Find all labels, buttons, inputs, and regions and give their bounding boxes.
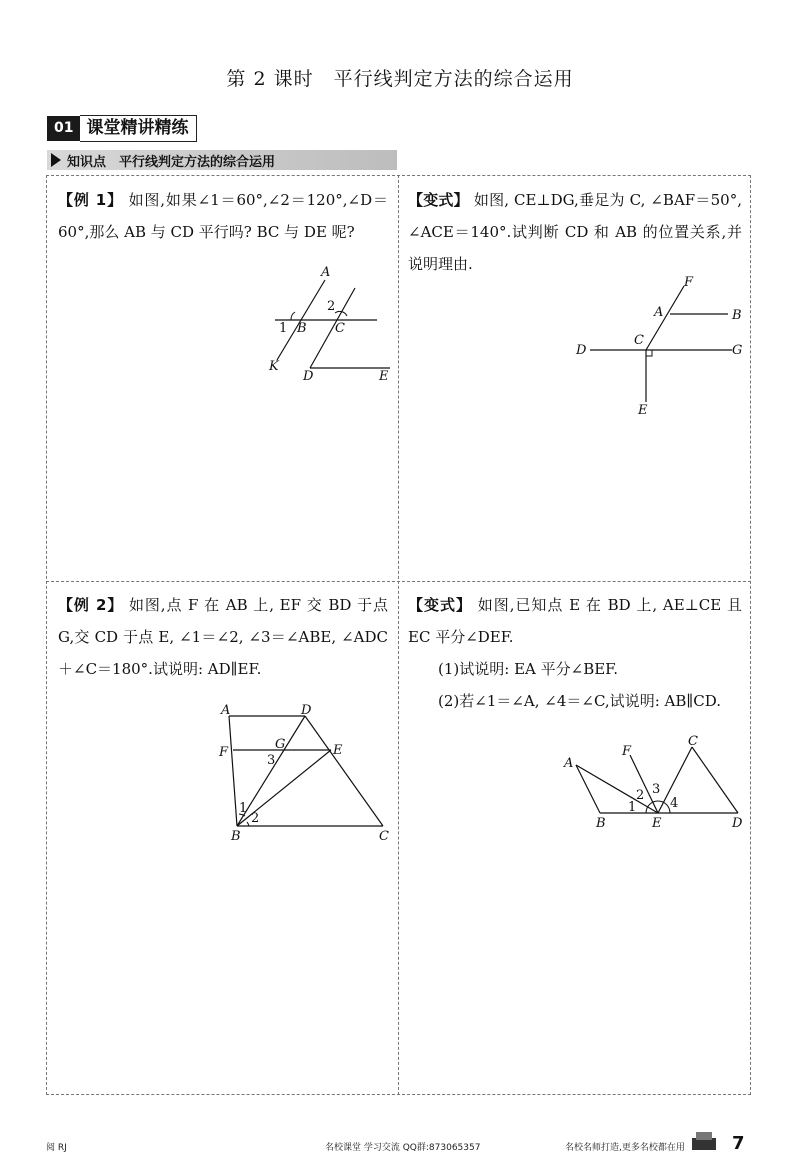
section-number: 01 (47, 116, 80, 141)
footer-right: 名校名师打造,更多名校都在用 (565, 1143, 685, 1153)
label-d: D (303, 369, 314, 384)
knowledge-point-bar (47, 150, 397, 170)
label-angle2: 2 (251, 811, 260, 826)
line-dc (305, 716, 383, 826)
label-f: F (219, 745, 229, 760)
label-b: B (596, 816, 606, 831)
label-b: B (732, 308, 742, 323)
label-f: F (684, 275, 694, 290)
label-c: C (335, 321, 345, 336)
example1-figure (255, 260, 395, 385)
variant1-tag: 【变式】 (408, 191, 469, 209)
label-c: C (634, 333, 644, 348)
label-angle2: 2 (636, 788, 645, 803)
section-label: 课堂精讲精练 (80, 115, 197, 142)
label-b: B (297, 321, 307, 336)
label-c: C (688, 735, 698, 749)
label-angle3: 3 (267, 753, 276, 768)
label-e: E (379, 369, 389, 384)
example1-body: 如图,如果∠1＝60°,∠2＝120°,∠D＝60°,那么 AB 与 CD 平行吗? BC 与 DE 呢? (58, 191, 388, 241)
label-b: B (231, 829, 241, 844)
example2-body: 如图,点 F 在 AB 上, EF 交 BD 于点 G,交 CD 于点 E, ∠1＝∠2, ∠3＝∠ABE, ∠ADC＋∠C＝180°.试说明: AD∥EF. (58, 596, 388, 678)
label-f: F (622, 744, 632, 759)
variant2-body: 如图,已知点 E 在 BD 上, AE⊥CE 且 EC 平分∠DEF. (408, 596, 742, 646)
angle-arcs (646, 801, 670, 813)
example2-text (58, 589, 388, 685)
label-k: K (269, 359, 279, 374)
angle1-arc (291, 312, 295, 320)
label-angle1: 1 (279, 321, 288, 336)
label-angle2: 2 (327, 299, 336, 314)
label-g: G (732, 343, 743, 358)
line-cd (692, 747, 738, 813)
grid-divider-vertical (398, 175, 399, 1095)
label-d: D (576, 343, 587, 358)
label-g: G (275, 737, 286, 752)
variant1-figure (572, 272, 752, 422)
page-number: 7 (732, 1133, 745, 1154)
footer-left: 阅 RJ (46, 1143, 67, 1153)
label-e: E (333, 743, 343, 758)
label-c: C (379, 829, 389, 844)
book-logo-icon (690, 1130, 718, 1152)
example2-tag: 【例 2】 (58, 596, 124, 614)
variant2-q1: (1)试说明: EA 平分∠BEF. (438, 660, 619, 678)
variant2-text (408, 589, 742, 717)
label-a: A (564, 756, 574, 771)
label-angle1: 1 (239, 801, 248, 816)
knowledge-point-label: 知识点 平行线判定方法的综合运用 (67, 154, 276, 170)
label-angle3: 3 (652, 782, 661, 797)
variant2-tag: 【变式】 (408, 596, 472, 614)
label-a: A (654, 305, 664, 320)
label-d: D (732, 816, 743, 831)
play-triangle-icon (51, 153, 61, 167)
label-angle4: 4 (670, 796, 679, 811)
label-angle1: 1 (628, 800, 637, 815)
label-d: D (301, 703, 312, 718)
label-a: A (221, 703, 231, 718)
page-title: 第 2 课时 平行线判定方法的综合运用 (226, 68, 574, 90)
line-fc (646, 286, 684, 350)
label-e: E (638, 403, 648, 418)
example1-tag: 【例 1】 (58, 191, 123, 209)
line-ab (229, 716, 237, 826)
footer-center: 名校课堂 学习交流 QQ群:873065357 (325, 1143, 481, 1153)
variant2-q2: (2)若∠1＝∠A, ∠4＝∠C,试说明: AB∥CD. (438, 692, 722, 710)
variant1-text (408, 184, 742, 280)
label-e: E (652, 816, 662, 831)
right-angle-mark (646, 350, 652, 356)
variant1-body: 如图, CE⊥DG,垂足为 C, ∠BAF＝50°, ∠ACE＝140°.试判断 CD 和 AB 的位置关系,并说明理由. (408, 191, 742, 273)
label-a: A (321, 265, 331, 280)
grid-divider-horizontal (46, 581, 751, 582)
example1-text (58, 184, 388, 248)
example2-figure (215, 700, 400, 845)
variant2-figure (560, 735, 750, 835)
section-header (47, 115, 197, 142)
